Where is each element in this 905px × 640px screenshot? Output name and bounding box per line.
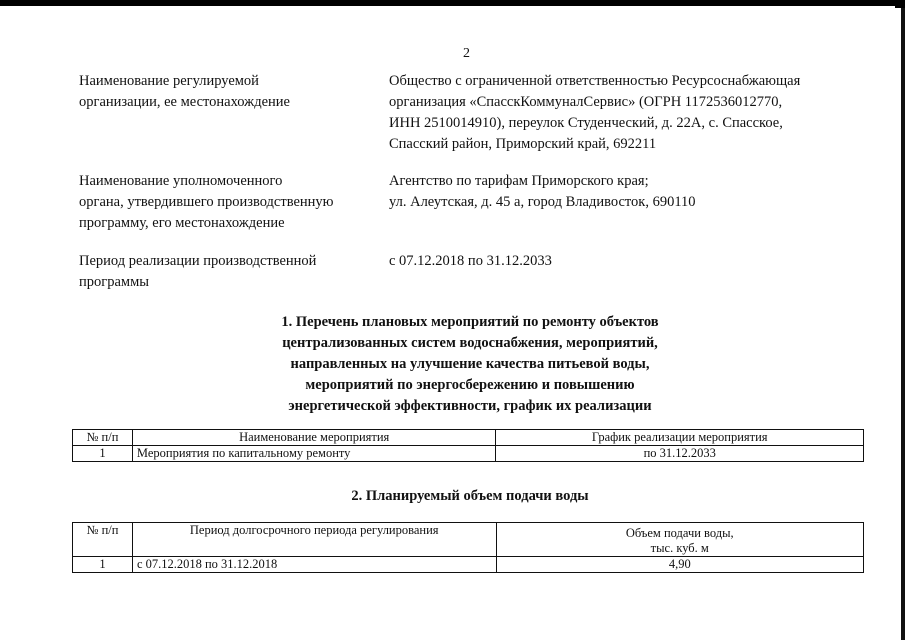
cell-volume: 4,90	[496, 557, 864, 573]
text-line: ул. Алеутская, д. 45 а, город Владивосток, 690110	[389, 194, 696, 210]
heading-line: направленных на улучшение качества питьевой воды,	[290, 356, 650, 372]
header-line: тыс. куб. м	[650, 541, 709, 555]
text-line: программу, его местонахождение	[79, 215, 285, 231]
text-line: организации, ее местонахождение	[79, 94, 290, 110]
col-header-volume	[496, 523, 864, 557]
page-number: 2	[463, 46, 470, 61]
cell-schedule: по 31.12.2033	[496, 446, 864, 462]
text-line: Общество с ограниченной ответственностью Ресурсоснабжающая	[389, 73, 801, 89]
text-line: с 07.12.2018 по 31.12.2033	[389, 253, 552, 269]
cell-activity: Мероприятия по капитальному ремонту	[132, 446, 496, 462]
text-line: Наименование регулируемой	[79, 73, 259, 89]
heading-line: мероприятий по энергосбережению и повышению	[305, 377, 635, 393]
field-authority-value	[389, 171, 859, 213]
field-period-label	[79, 251, 379, 293]
text-line: программы	[79, 274, 149, 290]
header-line: Объем подачи воды,	[625, 526, 734, 540]
table-row	[73, 446, 864, 462]
field-period-value	[389, 251, 859, 272]
scan-edge-top	[0, 0, 900, 6]
cell-number: 1	[73, 446, 133, 462]
text-line: Период реализации производственной	[79, 253, 317, 269]
text-line: Наименование уполномоченного	[79, 173, 283, 189]
col-header-number: № п/п	[73, 430, 133, 446]
field-org-value	[389, 71, 859, 155]
activities-table	[72, 429, 864, 462]
section1-title	[240, 312, 700, 417]
table-header-row	[73, 430, 864, 446]
heading-line: 1. Перечень плановых мероприятий по ремонту объектов	[281, 314, 659, 330]
scan-edge-right	[901, 0, 905, 640]
cell-period: с 07.12.2018 по 31.12.2018	[132, 557, 496, 573]
scan-edge-corner	[895, 0, 905, 8]
text-line: органа, утвердившего производственную	[79, 194, 334, 210]
text-line: Агентство по тарифам Приморского края;	[389, 173, 649, 189]
water-volume-table	[72, 522, 864, 573]
field-org-label	[79, 71, 379, 113]
col-header-number: № п/п	[73, 523, 133, 557]
heading-line: централизованных систем водоснабжения, мероприятий,	[282, 335, 658, 351]
text-line: ИНН 2510014910), переулок Студенческий, д. 22А, с. Спасское,	[389, 115, 783, 131]
table-header-row	[73, 523, 864, 557]
col-header-period: Период долгосрочного периода регулирования	[132, 523, 496, 557]
text-line: организация «СпасскКоммуналСервис» (ОГРН 1172536012770,	[389, 94, 783, 110]
field-authority-label	[79, 171, 379, 234]
cell-number: 1	[73, 557, 133, 573]
text-line: Спасский район, Приморский край, 692211	[389, 136, 657, 152]
table-row	[73, 557, 864, 573]
col-header-activity: Наименование мероприятия	[132, 430, 496, 446]
heading-line: энергетической эффективности, график их реализации	[288, 398, 652, 414]
section2-title: 2. Планируемый объем подачи воды	[351, 488, 589, 504]
col-header-schedule: График реализации мероприятия	[496, 430, 864, 446]
